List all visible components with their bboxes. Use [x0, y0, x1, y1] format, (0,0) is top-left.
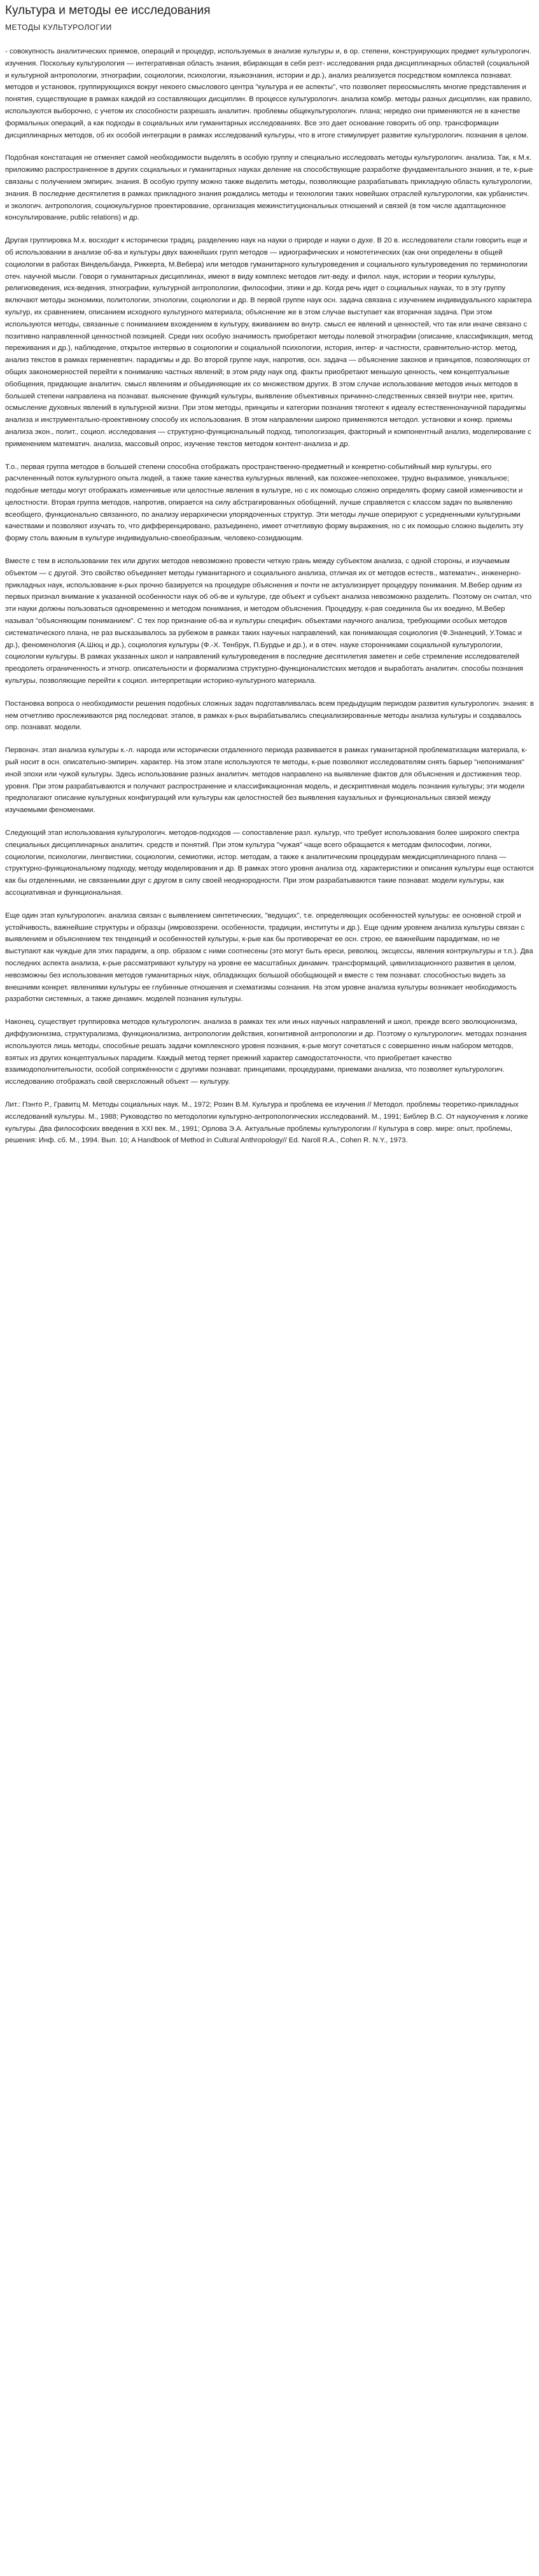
paragraph: Еще один этап культурологич. анализа связан с выявлением синтетических, "ведущих", т.е. определяющих особенностей культуры: ее основной строй и устойчивость, важнейшие структуры и образцы (имровоззрени. особенности, традиции, институты и др.). Еще одним уровнем анализа культуры связан с выявлением и объяснением тех тенденций и особенностей культуры, к-рые как бы противоречат ее осн. строю, ее важнейшим парадигмам, но не выступают как чуждые для этих парадигм, а опр. образом с ними соотнесены (это могут быть ереси, революц. эксцессы, явления контркультуры и т.п.). Два последних аспекта анализа, к-рые рассматривают культуру на уровне ее масштабных динамич. трансформаций, цивилизационного развития в целом, невозможны без использования методов гуманитарных наук, обладающих большой обобщающей и вместе с тем познават. способностью видеть за внешними конкрет. явлениями культуры ее глубинные отношения и схематизмы сознания. На этом уровне анализа культуры возникает необходимость разработки системных, а также динамич. моделей познания культуры. [5, 911, 533, 1004]
paragraph: Наконец, существует группировка методов культурологич. анализа в рамках тех или иных научных направлений и школ, прежде всего эволюционизма, диффузионизма, структурализма, функционализма, антропологии действия, когнитивной антропологии и др. Поэтому о культурологич. методах познания используются лишь методы, способные решать задачи комплексного уровня познания, к-рые могут сочетаться с совершенно иным набором методов, взятых из других концептуальных парадигм. Каждый метод теряет прежний характер самодостаточности, что приобретает качество взаимодополнительности, особой сопряжённости с другими познават. принципами, процедурами, приемами анализа, что позволяет культурологич. исследованию отображать свой сверхсложный объект — культуру. [5, 1018, 527, 1086]
article-title: Культура и методы ее исследования [5, 4, 211, 17]
article [0, 0, 539, 1152]
paragraph: Первонач. этап анализа культуры к.-л. народа или исторически отдаленного периода развивается в рамках гуманитарной проблематизации материала, к-рый носит в осн. описательно-эмпирич. характер. На этом этапе используются те методы, к-рые позволяют исследователям снять барьер "непонимания" иной эпохи или чужой культуры. Здесь использование разных аналитич. методов направлено на выявление фактов для объяснения и достижения теор. уровня. При этом разрабатываются и получают распространение и классификационная модель, и дескриптивная модель познания культуры; эти модели предполагают описание культурных конфигураций или культуры как целостностей без выявления каузальных и функциональных связей между изучаемыми феноменами. [5, 746, 528, 815]
references: Лит.: Пэнто Р., Гравитц М. Методы социальных наук. М., 1972; Розин В.М. Культура и проблема ее изучения // Методол. проблемы теоретико-прикладных исследований культуры. М., 1988; Руководство по методологии культурно-антропологических исследований. М., 1991; Библер В.С. От наукоучения к логике культуры. Два философских введения в ХХI век. М., 1991; Орлова Э.А. Актуальные проблемы культурологии // Культура в совр. мире: опыт, проблемы, решения: Инф. сб. М., 1994. Вып. 10; A Handbook of Method in Cultural Anthropology// Ed. Naroll R.A., Cohen R. N.Y., 1973. [5, 1100, 528, 1145]
paragraph: Другая группировка М.к. восходит к исторически традиц. разделению наук на науки о природе и науки о духе. В 20 в. исследователи стали говорить еще и об использовании в анализе об-ва и культуры двух важнейших групп методов — идиографических и номотетических (как они определены в общей социологии в работах Виндельбанда, Риккерта, М.Вебера) или методов гуманитарного культуроведения и социального культуроведения по терминологии отеч. научной мысли. Говоря о гуманитарных дисциплинах, имеют в виду комплекс методов лит-веду. и филол. наук, истории и теории культуры, религиоведения, иск-ведения, этнографии, культурной антропологии, философии, этики и др. Когда речь идет о социальных науках, то в эту группу включают методы экономики, политологии, этнологии, социологии и др. В первой группе наук осн. задача связана с изучением индивидуального характера культур, их сравнением, описанием исходного культурного материала; объяснение же в этом случае выступает как вторичная задача. При этом используются методы, связанные с пониманием вхождением в культуру, вживанием во внутр. смысл ее явлений и ценностей, что так или иначе связано с позитивно направленной ценностной позицией. Среди них особую значимость приобретают методы полевой этнографии (описание, классификация, метод переживания и др.), наблюдение, открытое интервью в социологии и социальной психологии, история, интер- и частности, сравнительно-истор. метод, анализ текстов в рамках герменевтич. парадигмы и др. Во второй группе наук, напротив, осн. задача — объяснение законов и принципов, позволяющих от общих закономерностей перейти к пониманию частных явлений; в этом ряду наук опд. факты приобретают меньшую ценность, чем концептуальные обобщения, придающие аналитич. смысл явлениям и объединяющие их со множеством других. В этом случае использование методов иных методов в большей степени направлена на познават. выяснение функций культуры, выявление объективных причинно-следственных связей внутри нее, критич. осмысление духовных явлений в культурной жизни. При этом методы, принципы и категории познания тяготеют к идеалу естественнонаучной парадигмы анализа и инструментально-проективному способу их использования. В этом направлении широко применяются методол. установки и конкр. приемы анализа экон., полит., социол. исследования — структурно-функциональный подход, типологизация, факторный и компонентный анализ, моделирование с применением математич. анализа, массовый опрос, изучение текстов методом контент-анализа и др. [5, 237, 533, 448]
paragraph: Постановка вопроса о необходимости решения подобных сложных задач подготавливалась всем предыдущим периодом развития культурологич. знания: в нем отчетливо прослеживаются ряд последоват. этапов, в рамках к-рых вырабатывались специализированные методы анализа культуры и создавалось опр. познават. модели. [5, 699, 534, 732]
paragraph: - совокупность аналитических приемов, операций и процедур, используемых в анализе культуры и, в ор. степени, конструирующих предмет культурологич. изучения. Посколькy культурология — интегративная область знания, вбирающая в себя резт- исследования ряда дисциплинарных областей (социальной и культурной антропологии, этнографии, социологии, психологии, языкознания, истории и др.), анализ реализуется посредством комплекса познават. методов и установок, группирующихся вокруг некоего смыслового центра "культура и ее аспекты", что позволяет переосмыслять многие представления и понятия, существующие в рамках каждой из составляющих дисциплин. В процессе культурологич. анализа комбр. методы разных дисциплин, как правило, используются выборочно, с учетом их способности разрешать аналитич. проблемы общекультурологич. плана; нередко они применяются не в качестве формальных операций, а как подходы в социальных или гуманитарных исследованиях. Все это дает основание говорить об опр. трансформации дисциплинарных методов, об их особой интеграции в рамках исследований культуры, что в итоге стимулирует развитие культурологич. познания в целом. [5, 48, 532, 139]
paragraph: Подобная констатация не отменяет самой необходимости выделять в особую группу и специально исследовать методы культурологич. анализа. Так, к М.к. приложимо распространенное в других социальных и гуманитарных науках деление на способствующие разработке фундаментального знания, и те, к-рые связаны с получением эмпирич. знания. В особую группу можно также выделить методы, позволяющие разрабатывать прикладную область культурологии, знания. В последние десятилетия в рамках прикладного знания рождались методы и технологии таких новейших отраслей культурологии, как урбанистич. и экологич. антропология, социокультурное проектирование, организация межинституциональных отношений и связей (в том числе адаптационное консультирование, public relations) и др. [5, 154, 533, 222]
paragraph: Т.о., первая группа методов в большей степени способна отображать пространственно-предметный и конкретно-событийный мир культуры, его расчлененный поток культурного опыта людей, а также такие качества культурных явлений, как похожее-непохожее, трудно выразимое, уникальное; подобные методы могут отображать изменчивые или целостные явления в культуре, но с их помощью сложно определять форму самой изменчивости и целостности. Вторая группа методов, напротив, опирается на силу абстрагированных обобщений, лучше справляется с классом задач по выявлению всеобщего, функционально связанного, по анализу иерархически упорядоченных структур. Эти методы лучше оперируют с усредненными культурными качествами и позволяют изучать то, что дифференцировано, разъединено, имеет отчетливую форму выражения, но с их помощью сложно выделить эту форму столь важным в культуре индивидуально-своеобразным, человеко-созидающим. [5, 463, 524, 543]
paragraph: Следующий этап использования культурологич. методов-подходов — сопоставление разл. культур, что требует использования более широкого спектра специальных дисциплинарных аналитич. средств и понятий. При этом культура "чужая" чаще всего обращается к методам философии, логики, социологии, психологии, лингвистики, социологии, семиотики, истор. методам, а также к аналитическим процедурам междисциплинарного плана — структурно-функциональному подходу, методу моделирования и др. В рамках этого уровня анализа отд. характеристики и описания культуры еще остаются как бы отделенными, не связанными друг с другом в силу своей неоднородности. При этом разрабатываются такие познават. модели культуры, как ассоциативная и функциональная. [5, 829, 534, 897]
paragraph: Вместе с тем в использовании тех или других методов невозможно провести четкую грань между субъектом анализа, с одной стороны, и изучаемым объектом — с другой. Это свойство объединяет методы гуманитарного и социального анализа, отличая их от методов естеств., математич., инженерно-прикладных наук, использование к-рых прочно базируется на процедуре объяснения и почти не актуализирует процедуру понимания. М.Вебер одним из первых признал внимание к указанной особенности наук об об-ве и культуре, где объект и субъект анализа невозможно разделить. Поэтому он считал, что эти науки должны пользоваться одновременно и методом понимания, и методом объяснения. Процедуру, к-рая соединила бы их воедино, М.Вебер называл "объясняющим пониманием". С тех пор признание об-ва и культуры специфич. объектами научного анализа, требующими особых методов систематического плана, не раз высказывалось за рубежом в рамках таких научных направлений, как понимающая социология (Ф.Знанецкий, У.Томас и др.), феноменология (А.Шюц и др.), социология культуры (Ф.-Х. Тенбрук, П.Бурдье и др.), и в отеч. науке сторонниками социальной культурологии, социологии культуры. В рамках указанных школ и направлений культуроведения в последние десятилетия заметен и себе стремление исследователей преодолеть ограниченность и этногр. описательности и формализма структурно-функционалистских методов и выработать аналитич. способы познания культуры, позволяющие перейти к социол. интерпретации историко-культурного материала. [5, 557, 532, 685]
article-subtitle: МЕТОДЫ КУЛЬТУРОЛОГИИ [5, 23, 112, 32]
